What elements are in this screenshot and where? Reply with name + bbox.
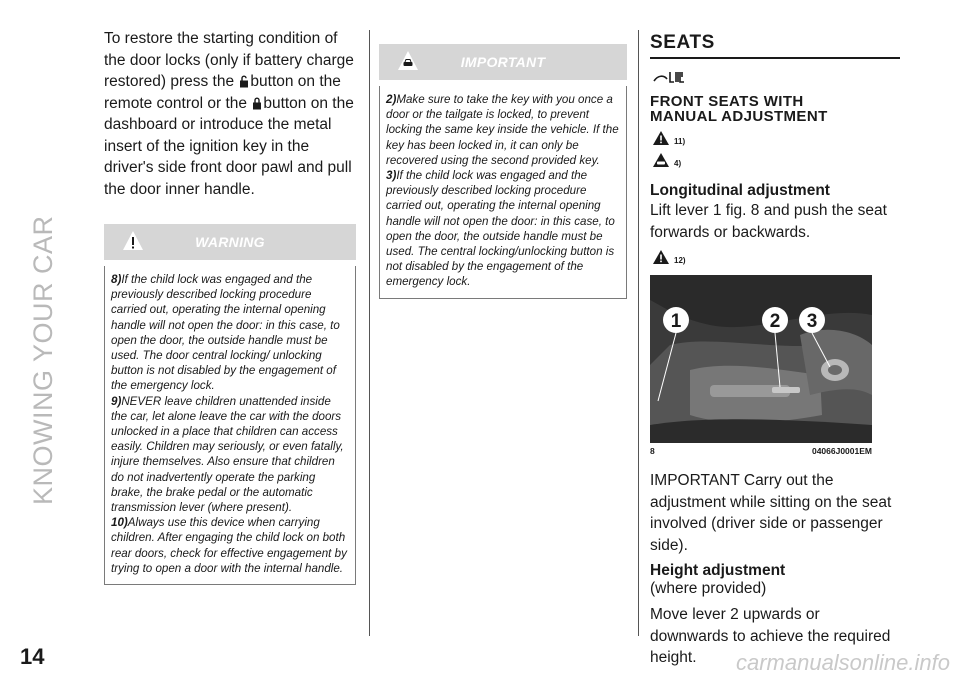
longitudinal-text: Lift lever 1 fig. 8 and push the seat forwards or backwards. xyxy=(650,202,887,241)
height-text: Move lever 2 upwards or downwards to achieve the required height. xyxy=(650,606,891,666)
important-reference xyxy=(650,152,900,174)
important-item-number: 2) xyxy=(386,93,397,106)
warning-item xyxy=(111,515,349,576)
watermark: carmanualsonline.info xyxy=(735,650,950,675)
important-title: IMPORTANT xyxy=(460,54,546,70)
callout-number: 2 xyxy=(769,311,781,332)
paragraph-part-2: button on the remote control or the xyxy=(104,73,341,112)
callout-number: 1 xyxy=(670,311,682,332)
warning-reference-number: 11) xyxy=(674,137,686,146)
height-note: (where provided) xyxy=(650,580,767,597)
warning-triangle-icon xyxy=(652,249,670,265)
warning-reference-number: 12) xyxy=(674,256,686,265)
warning-item-number: 8) xyxy=(111,273,122,286)
important-reference-number: 4) xyxy=(674,159,682,168)
lock-icon xyxy=(252,97,262,110)
column-2 xyxy=(379,44,627,299)
side-section-title xyxy=(28,215,76,505)
warning-item-number: 9) xyxy=(111,394,122,408)
seat-figure xyxy=(650,275,872,443)
car-service-icon xyxy=(652,152,670,168)
height-heading: Height adjustment xyxy=(650,562,786,579)
warning-item xyxy=(111,272,349,394)
warning-item-text: NEVER leave children unattended inside the car, let alone leave the car with the doors unlocked in a place that children can access easily. Children may seriously, or even fatally, injure themselves. Also ensure that children do not inadvertently operate the parking brake, the brake pedal or the automatic transmission lever (where present). xyxy=(111,394,344,515)
warning-triangle-icon xyxy=(652,130,670,146)
warning-reference xyxy=(650,130,900,152)
subsection-title-line-1: FRONT SEATS WITH xyxy=(650,93,804,110)
important-header xyxy=(379,44,627,80)
warning-body xyxy=(104,266,356,585)
column-1 xyxy=(104,28,356,585)
important-item-text: If the child lock was engaged and the previously described locking procedure carried out, operating the internal opening handle will not open the door: in this case, to open the door, the outside handle must be used. The central locking/unlocking button is not disabled by the engagement of the emergency lock. xyxy=(386,169,615,289)
seat-icon xyxy=(650,69,690,85)
warning-title: WARNING xyxy=(195,234,265,250)
column-3 xyxy=(650,32,900,669)
longitudinal-heading: Longitudinal adjustment xyxy=(650,182,830,199)
figure-code: 04066J0001EM xyxy=(811,446,872,456)
column-divider xyxy=(369,30,370,636)
warning-item xyxy=(111,394,349,516)
warning-item-text: Always use this device when carrying children. After engaging the child lock on both rear doors, check for effective engagement by trying to open a door with the internal handle. xyxy=(111,516,347,575)
callout-number: 3 xyxy=(806,311,818,332)
column-divider xyxy=(638,30,639,636)
subsection-title xyxy=(650,94,900,124)
important-adjustment-text: IMPORTANT Carry out the adjustment while sitting on the seat involved (driver side or passenger side). xyxy=(650,472,892,554)
unlock-icon xyxy=(239,75,249,88)
paragraph-part-3: button on the dashboard or introduce the metal insert of the ignition key in the driver's side front door pawl and pull the door inner handle. xyxy=(104,94,354,198)
figure-number: 8 xyxy=(650,446,655,456)
subsection-title-line-2: MANUAL ADJUSTMENT xyxy=(650,108,828,125)
important-body xyxy=(379,86,627,299)
side-section-title-text: KNOWING YOUR CAR xyxy=(28,215,58,505)
figure-caption xyxy=(650,446,872,460)
warning-reference xyxy=(650,249,900,271)
warning-header xyxy=(104,224,356,260)
important-item-number: 3) xyxy=(386,169,397,183)
warning-item-number: 10) xyxy=(111,516,128,530)
important-item xyxy=(386,168,620,290)
important-item xyxy=(386,92,620,168)
warning-item-text: If the child lock was engaged and the previously described locking procedure carried out, operating the internal opening handle will not open the door: in this case, to open the door, the outside handle must be used. The door central locking/ unlocking button is not disabled by the engagement of the emergency lock. xyxy=(111,273,340,393)
page-number: 14 xyxy=(20,644,45,669)
seat-photo xyxy=(650,275,872,443)
section-title: SEATS xyxy=(650,32,715,53)
door-lock-restore-paragraph xyxy=(104,28,356,200)
important-item-text: Make sure to take the key with you once a door or the tailgate is locked, to prevent locking the same key inside the vehicle. If the key has been locked in, it can only be recovered using the second provided key. xyxy=(386,93,619,167)
paragraph-part-1: To restore the starting condition of the door locks (only if battery charge restored) press the xyxy=(104,30,354,90)
